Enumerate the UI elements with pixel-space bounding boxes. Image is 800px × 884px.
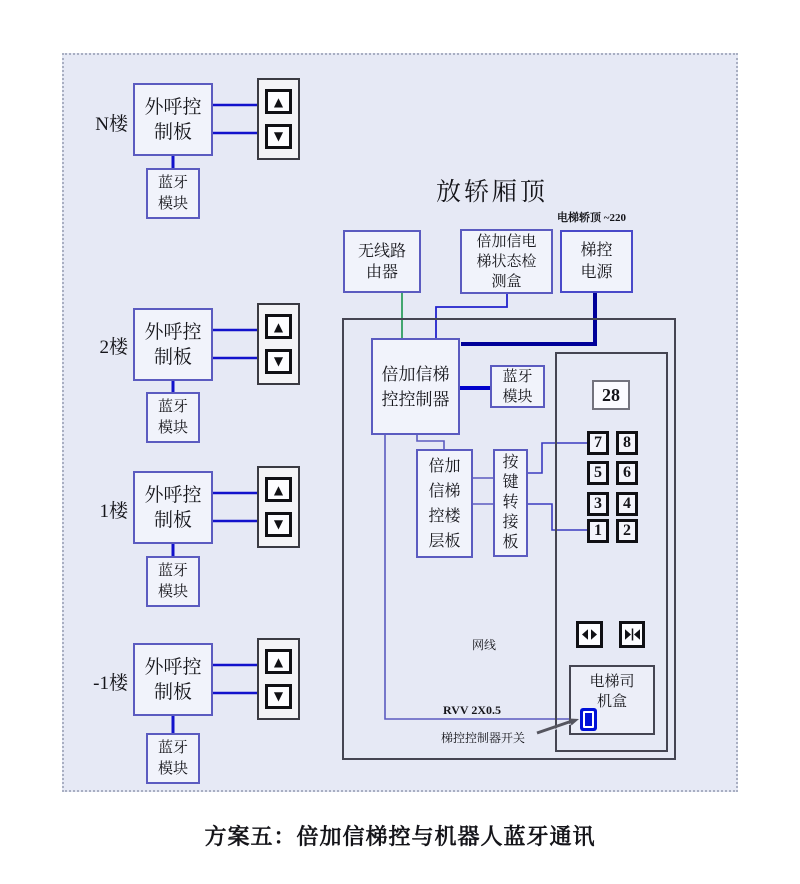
key-adapter-board-text: 转 [502, 494, 519, 511]
hall-call-board-text: 制板 [153, 509, 192, 531]
key-adapter-board-text: 板 [502, 534, 519, 551]
detector-text: 梯状态检 [476, 253, 537, 270]
floor-display: 28 [592, 380, 630, 410]
floor-relay-board-text: 控楼 [428, 507, 461, 525]
bluetooth-module-text: 模块 [157, 760, 188, 777]
network-cable-label: 网线 [472, 638, 497, 652]
car-top-title: 放轿厢顶 [436, 179, 549, 206]
cop-button-7: 7 [587, 431, 609, 455]
cop-button-4: 4 [616, 492, 638, 516]
up-arrow-icon: ▲ [273, 94, 284, 109]
floor-label-minus1: -1楼 [93, 673, 128, 694]
driver-box-text: 机盒 [596, 694, 627, 710]
floor-label-n: N楼 [95, 114, 128, 135]
floor-relay-board-text: 层板 [428, 532, 461, 550]
bluetooth-module-text: 蓝牙 [157, 739, 188, 756]
controller-switch-label: 梯控控制器开关 [441, 731, 526, 745]
wireless-router-text: 由器 [365, 263, 398, 281]
floor-relay-board-text: 信梯 [428, 482, 461, 500]
down-arrow-icon: ▼ [273, 129, 284, 144]
bluetooth-module-text: 模块 [157, 419, 188, 436]
bluetooth-module-text: 模块 [157, 195, 188, 212]
up-arrow-icon: ▲ [273, 654, 284, 669]
cop-button-5: 5 [587, 461, 609, 485]
control-power-text: 电源 [580, 263, 613, 281]
detector-text: 倍加信电 [476, 233, 537, 250]
hall-call-board-text: 外呼控 [144, 321, 202, 343]
hall-call-board-text: 外呼控 [144, 484, 202, 506]
cop-button-3: 3 [587, 492, 609, 516]
hall-call-board-text: 外呼控 [144, 656, 202, 678]
cop-button-2: 2 [616, 519, 638, 543]
driver-box-text: 电梯司 [589, 674, 635, 690]
detector-text: 测盒 [491, 273, 522, 290]
down-arrow-icon: ▼ [273, 354, 284, 369]
diagram-caption: 方案五：倍加信梯控与机器人蓝牙通讯 [204, 824, 596, 849]
controller-text: 控控制器 [381, 389, 450, 409]
bluetooth-module-text: 蓝牙 [157, 398, 188, 415]
power-source-note: 电梯轿顶 ~220 [557, 212, 626, 224]
wireless-router-text: 无线路 [357, 242, 406, 260]
key-adapter-board-text: 接 [502, 514, 519, 531]
hall-call-board-text: 制板 [153, 681, 192, 703]
rvv-cable-label: RVV 2X0.5 [443, 703, 502, 717]
control-power-text: 梯控 [580, 241, 613, 259]
bluetooth-module-text: 蓝牙 [502, 368, 533, 385]
cop-button-8: 8 [616, 431, 638, 455]
key-adapter-board-text: 按 [502, 454, 519, 471]
floor-label-1: 1楼 [99, 501, 128, 522]
bluetooth-module-text: 蓝牙 [157, 562, 188, 579]
bluetooth-module-text: 模块 [157, 583, 188, 600]
controller-switch-icon [580, 708, 597, 731]
up-arrow-icon: ▲ [273, 482, 284, 497]
cop-button-1: 1 [587, 519, 609, 543]
floor-label-2: 2楼 [99, 337, 128, 358]
hall-call-board-text: 制板 [153, 346, 192, 368]
controller-text: 倍加信梯 [381, 364, 450, 384]
key-adapter-board-text: 键 [502, 474, 519, 491]
up-arrow-icon: ▲ [273, 319, 284, 334]
hall-call-board-text: 外呼控 [144, 96, 202, 118]
down-arrow-icon: ▼ [273, 517, 284, 532]
bluetooth-module-text: 模块 [502, 388, 533, 405]
down-arrow-icon: ▼ [273, 689, 284, 704]
floor-relay-board-text: 倍加 [428, 457, 461, 475]
bluetooth-module-text: 蓝牙 [157, 174, 188, 191]
cop-button-6: 6 [616, 461, 638, 485]
hall-call-board-text: 制板 [153, 121, 192, 143]
